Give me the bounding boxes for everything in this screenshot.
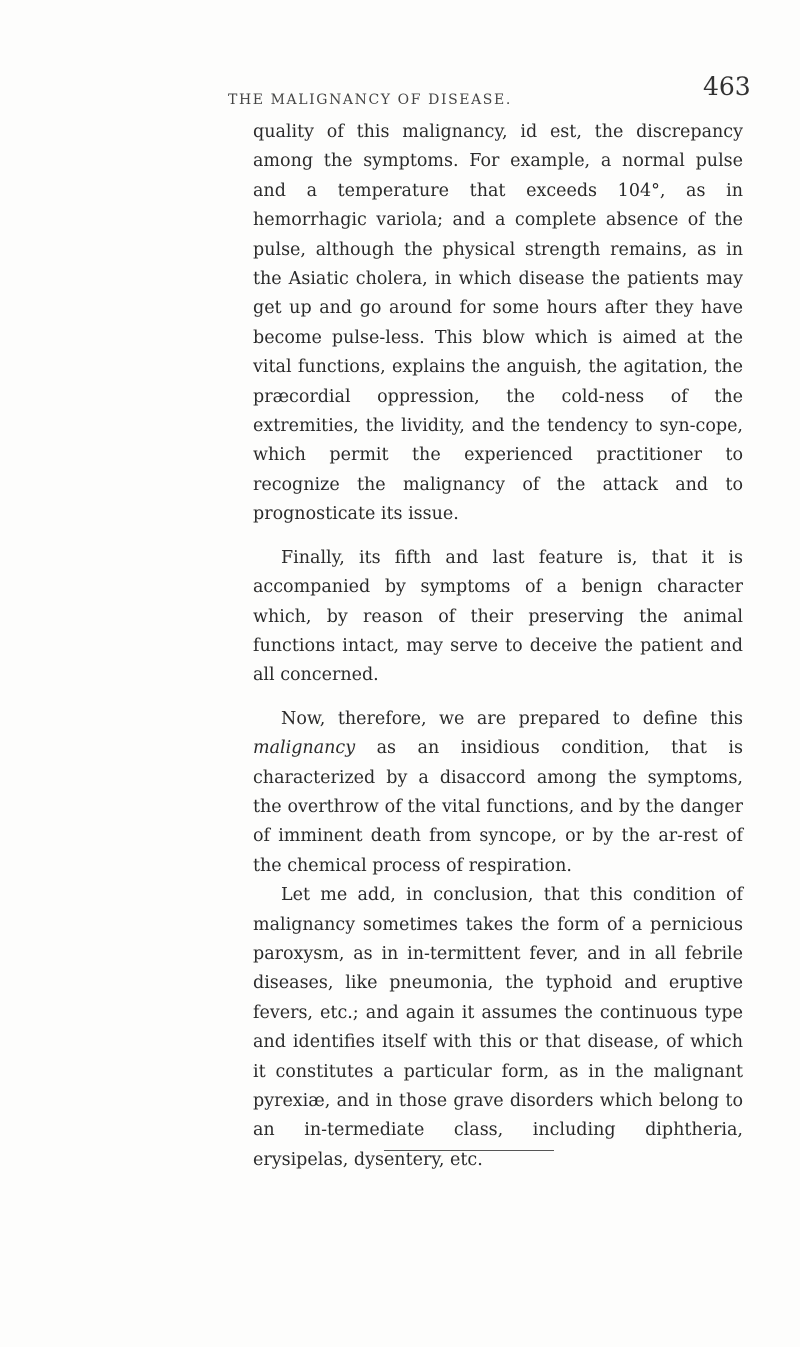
page-number: 463 (703, 72, 751, 101)
body-text (253, 118, 743, 1175)
paragraph-continued: quality of this malignancy, id est, the discrepancy among the symptoms. For example, a normal pulse and a temperature that exceeds 104°, as in hemorrhagic variola; and a complete absence of the pulse, although the physical strength remains, as in the Asiatic cholera, in which disease the patients may get up and go around for some hours after they have become pulse-less. This blow which is aimed at the vital functions, explains the anguish, the agitation, the præcordial oppression, the cold-ness of the extremities, the lividity, and the tendency to syn-cope, which permit the experienced practitioner to recognize the malignancy of the attack and to prognosticate its issue. (253, 122, 743, 525)
paragraph-fifth-feature: Finally, its fifth and last feature is, that it is accompanied by symptoms of a benign character which, by reason of their preserving the animal functions intact, may serve to deceive the patient and all concerned. (253, 547, 743, 686)
paragraph-definition (253, 705, 743, 881)
definition-term: malignancy (253, 738, 356, 759)
running-head: THE MALIGNANCY OF DISEASE. (228, 92, 512, 108)
section-end-rule (384, 1150, 554, 1151)
definition-text-end: as an insidious condition, that is characterized by a disaccord among the symptoms, the overthrow of the vital functions, and by the danger of imminent death from syncope, or by the ar-rest of the chemical process of respiration. (253, 738, 743, 876)
definition-text-start: Now, therefore, we are prepared to define this (281, 708, 743, 729)
paragraph-conclusion: Let me add, in conclusion, that this condition of malignancy sometimes takes the form of a pernicious paroxysm, as in in-termittent fever, and in all febrile diseases, like pneumonia, the typhoid and eruptive fevers, etc.; and again it assumes the continuous type and identifies itself with this or that disease, of which it constitutes a particular form, as in the malignant pyrexiæ, and in those grave disorders which belong to an in-termediate class, including diphtheria, erysipelas, dysentery, etc. (253, 885, 743, 1170)
